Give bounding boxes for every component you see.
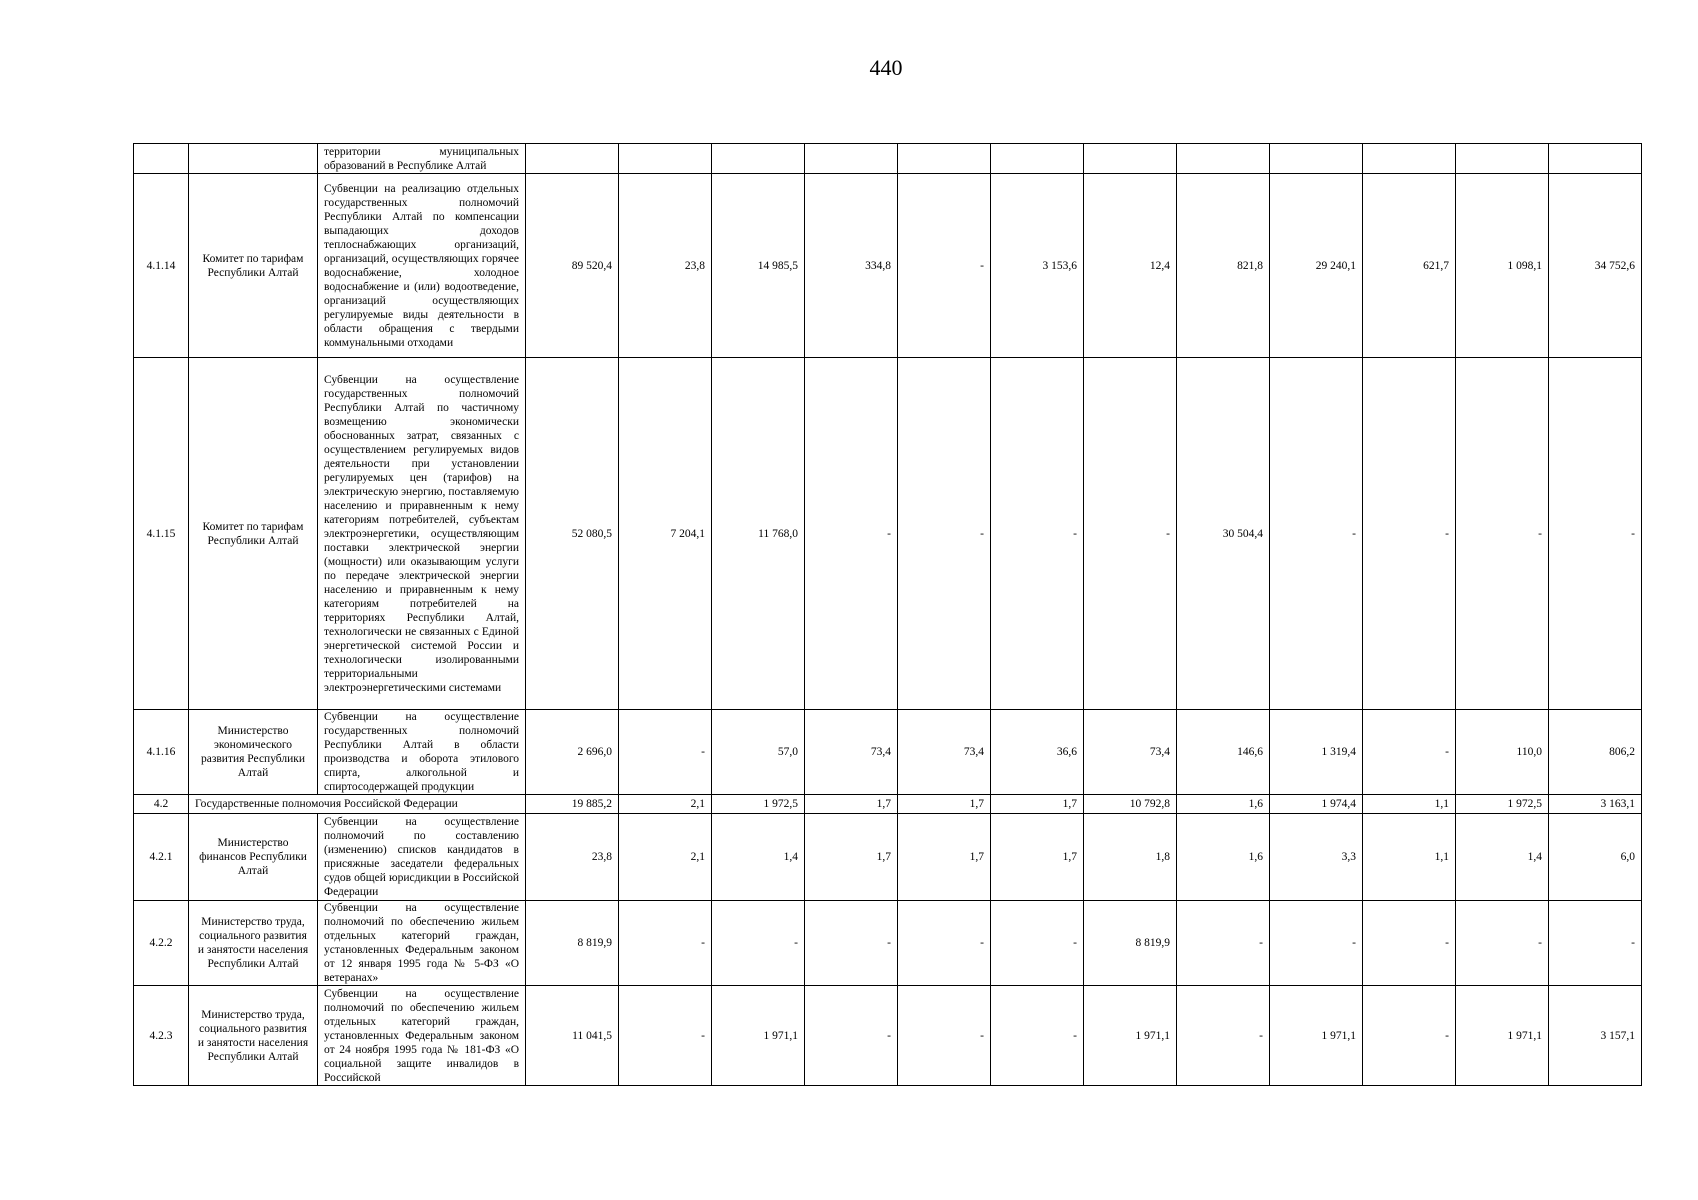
row-number: 4.2.3	[134, 986, 189, 1086]
amount-cell	[526, 144, 619, 174]
amount-cell: -	[1363, 901, 1456, 986]
amount-cell: 12,4	[1084, 174, 1177, 358]
amount-cell: -	[991, 901, 1084, 986]
amount-cell	[898, 144, 991, 174]
amount-cell: -	[1270, 901, 1363, 986]
amount-cell: 1 098,1	[1456, 174, 1549, 358]
row-number: 4.2.2	[134, 901, 189, 986]
amount-cell: 30 504,4	[1177, 358, 1270, 710]
amount-cell: 821,8	[1177, 174, 1270, 358]
amount-cell: 1 972,5	[1456, 795, 1549, 814]
amount-cell: -	[619, 901, 712, 986]
amount-cell: 1 971,1	[1084, 986, 1177, 1086]
subvention-description: Субвенции на осуществление государственных полномочий Республики Алтай в области производства и оборота этилового спирта, алкогольной и спиртосодержащей продукции	[318, 710, 526, 795]
table-row	[134, 814, 1642, 901]
amount-cell: 2 696,0	[526, 710, 619, 795]
amount-cell: 1 971,1	[1456, 986, 1549, 1086]
amount-cell: -	[805, 901, 898, 986]
amount-cell: 11 041,5	[526, 986, 619, 1086]
amount-cell: 1,6	[1177, 795, 1270, 814]
section-title: Государственные полномочия Российской Федерации	[189, 795, 526, 814]
amount-cell: 1 972,5	[712, 795, 805, 814]
amount-cell: 1,8	[1084, 814, 1177, 901]
amount-cell: 1,7	[991, 795, 1084, 814]
amount-cell: 3 157,1	[1549, 986, 1642, 1086]
subvention-description: Субвенции на осуществление полномочий по обеспечению жильем отдельных категорий граждан, установленных Федеральным законом от 12 января 1995 года № 5-ФЗ «О ветеранах»	[318, 901, 526, 986]
amount-cell: 8 819,9	[1084, 901, 1177, 986]
amount-cell: 11 768,0	[712, 358, 805, 710]
amount-cell	[712, 144, 805, 174]
amount-cell: 1 971,1	[712, 986, 805, 1086]
amount-cell: 1,6	[1177, 814, 1270, 901]
row-number: 4.2	[134, 795, 189, 814]
amount-cell: 73,4	[805, 710, 898, 795]
amount-cell: 806,2	[1549, 710, 1642, 795]
table-row	[134, 986, 1642, 1086]
amount-cell: 36,6	[991, 710, 1084, 795]
responsible-agency: Министерство экономического развития Республики Алтай	[189, 710, 318, 795]
amount-cell: 1,7	[805, 795, 898, 814]
amount-cell: 1,1	[1363, 814, 1456, 901]
amount-cell: -	[805, 358, 898, 710]
amount-cell: 3 163,1	[1549, 795, 1642, 814]
amount-cell: 1 974,4	[1270, 795, 1363, 814]
amount-cell: -	[1363, 358, 1456, 710]
amount-cell: -	[1549, 358, 1642, 710]
amount-cell	[1270, 144, 1363, 174]
amount-cell: 1,4	[712, 814, 805, 901]
amount-cell: 1,7	[898, 814, 991, 901]
amount-cell: 73,4	[898, 710, 991, 795]
amount-cell: -	[1084, 358, 1177, 710]
responsible-agency	[189, 144, 318, 174]
amount-cell: -	[619, 986, 712, 1086]
responsible-agency: Министерство труда, социального развития и занятости населения Республики Алтай	[189, 986, 318, 1086]
amount-cell	[805, 144, 898, 174]
page-number: 440	[869, 55, 903, 80]
subvention-description: Субвенции на осуществление государственных полномочий Республики Алтай по частичному возмещению экономически обоснованных затрат, связанных с осуществлением регулируемых видов деятельности при установлении регулируемых цен (тарифов) на электрическую энергию, поставляемую населению и приравненным к нему категориям потребителей, субъектам электроэнергетики, осуществляющим поставки электрической энергии (мощности) или оказывающим услуги по передаче электрической энергии населению и приравненным к нему категориям потребителей на территориях Республики Алтай, технологически не связанных с Единой энергетической системой России и технологически изолированными территориальными электроэнергетическими системами	[318, 358, 526, 710]
amount-cell: 1,7	[805, 814, 898, 901]
amount-cell: 29 240,1	[1270, 174, 1363, 358]
amount-cell: 110,0	[1456, 710, 1549, 795]
amount-cell: -	[1270, 358, 1363, 710]
amount-cell: -	[898, 174, 991, 358]
subvention-description: Субвенции на осуществление полномочий по обеспечению жильем отдельных категорий граждан, установленных Федеральным законом от 24 ноября 1995 года № 181-ФЗ «О социальной защите инвалидов в Российской	[318, 986, 526, 1086]
amount-cell: 2,1	[619, 795, 712, 814]
amount-cell: 1,4	[1456, 814, 1549, 901]
responsible-agency: Министерство финансов Республики Алтай	[189, 814, 318, 901]
amount-cell: 14 985,5	[712, 174, 805, 358]
amount-cell: -	[1456, 901, 1549, 986]
amount-cell: 621,7	[1363, 174, 1456, 358]
amount-cell: 7 204,1	[619, 358, 712, 710]
budget-table	[133, 143, 1642, 1086]
amount-cell: 146,6	[1177, 710, 1270, 795]
responsible-agency: Комитет по тарифам Республики Алтай	[189, 174, 318, 358]
amount-cell: -	[1363, 710, 1456, 795]
amount-cell: -	[991, 358, 1084, 710]
amount-cell: 334,8	[805, 174, 898, 358]
row-number: 4.1.15	[134, 358, 189, 710]
amount-cell	[991, 144, 1084, 174]
amount-cell: 1 971,1	[1270, 986, 1363, 1086]
amount-cell: 1,7	[991, 814, 1084, 901]
amount-cell	[619, 144, 712, 174]
amount-cell: 89 520,4	[526, 174, 619, 358]
table-row	[134, 144, 1642, 174]
subvention-description: Субвенции на осуществление полномочий по составлению (изменению) списков кандидатов в присяжные заседатели федеральных судов общей юрисдикции в Российской Федерации	[318, 814, 526, 901]
amount-cell: 23,8	[526, 814, 619, 901]
amount-cell: -	[712, 901, 805, 986]
table-body	[134, 144, 1642, 1086]
section-row	[134, 795, 1642, 814]
amount-cell: 10 792,8	[1084, 795, 1177, 814]
amount-cell: 6,0	[1549, 814, 1642, 901]
amount-cell: -	[1456, 358, 1549, 710]
amount-cell: 8 819,9	[526, 901, 619, 986]
amount-cell: -	[991, 986, 1084, 1086]
amount-cell: 1 319,4	[1270, 710, 1363, 795]
amount-cell: -	[619, 710, 712, 795]
amount-cell	[1084, 144, 1177, 174]
amount-cell	[1363, 144, 1456, 174]
table-row	[134, 358, 1642, 710]
row-number	[134, 144, 189, 174]
amount-cell: 73,4	[1084, 710, 1177, 795]
amount-cell: 57,0	[712, 710, 805, 795]
amount-cell: 1,7	[898, 795, 991, 814]
amount-cell: 23,8	[619, 174, 712, 358]
amount-cell: 1,1	[1363, 795, 1456, 814]
amount-cell: -	[898, 358, 991, 710]
subvention-description: территории муниципальных образований в Республике Алтай	[318, 144, 526, 174]
subvention-description: Субвенции на реализацию отдельных государственных полномочий Республики Алтай по компенсации выпадающих доходов теплоснабжающих организаций, организаций, осуществляющих горячее водоснабжение, холодное водоснабжение и (или) водоотведение, организаций осуществляющих регулируемые виды деятельности в области обращения с твердыми коммунальными отходами	[318, 174, 526, 358]
amount-cell: -	[1549, 901, 1642, 986]
amount-cell: 3 153,6	[991, 174, 1084, 358]
row-number: 4.1.14	[134, 174, 189, 358]
table-row	[134, 710, 1642, 795]
amount-cell: -	[1177, 986, 1270, 1086]
amount-cell: -	[898, 986, 991, 1086]
amount-cell	[1549, 144, 1642, 174]
amount-cell	[1177, 144, 1270, 174]
table-row	[134, 174, 1642, 358]
amount-cell: -	[1363, 986, 1456, 1086]
amount-cell: 34 752,6	[1549, 174, 1642, 358]
amount-cell: -	[1177, 901, 1270, 986]
amount-cell: 52 080,5	[526, 358, 619, 710]
table-row	[134, 901, 1642, 986]
amount-cell: 3,3	[1270, 814, 1363, 901]
amount-cell	[1456, 144, 1549, 174]
amount-cell: 19 885,2	[526, 795, 619, 814]
amount-cell: -	[898, 901, 991, 986]
row-number: 4.1.16	[134, 710, 189, 795]
responsible-agency: Министерство труда, социального развития и занятости населения Республики Алтай	[189, 901, 318, 986]
amount-cell: 2,1	[619, 814, 712, 901]
row-number: 4.2.1	[134, 814, 189, 901]
responsible-agency: Комитет по тарифам Республики Алтай	[189, 358, 318, 710]
amount-cell: -	[805, 986, 898, 1086]
